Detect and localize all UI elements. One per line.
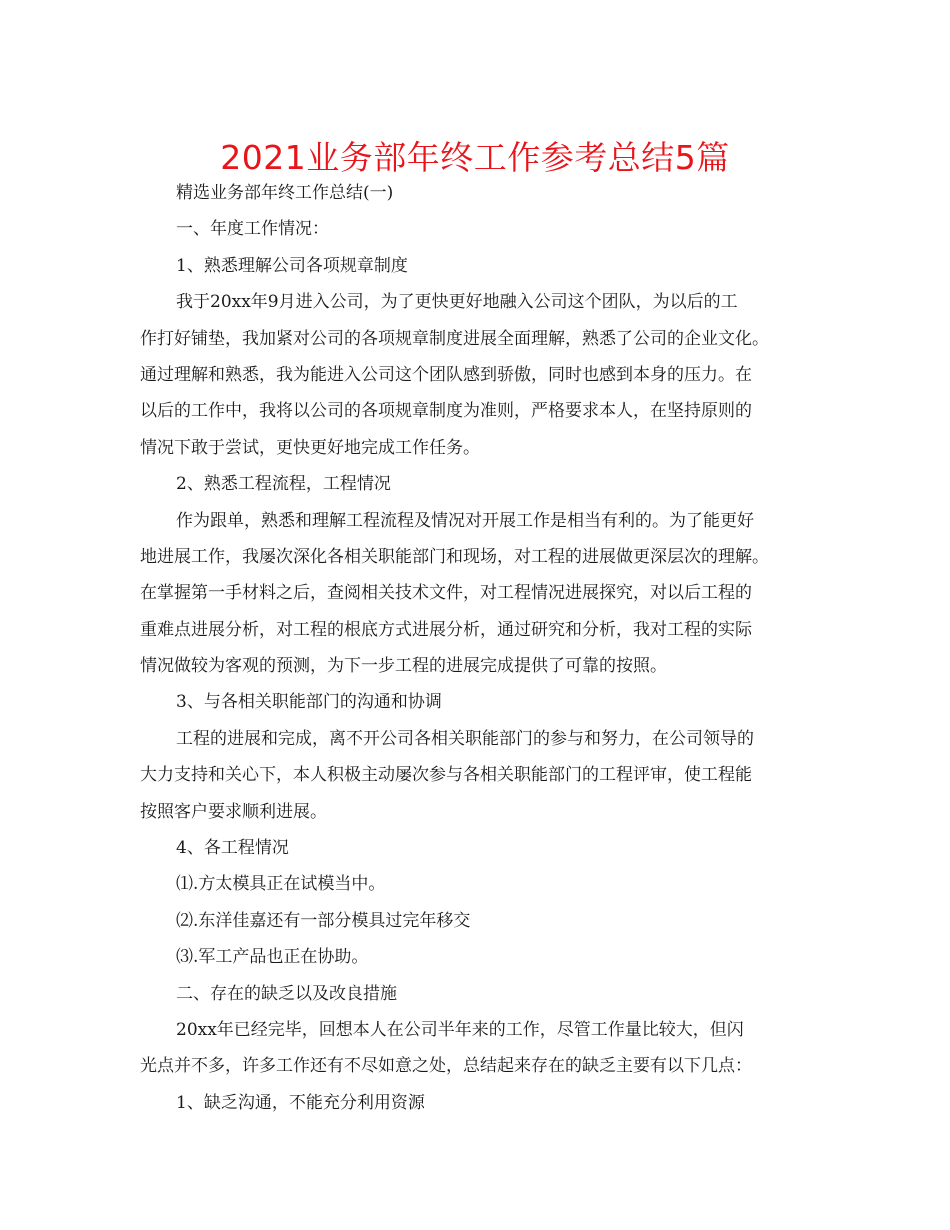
section-heading: 一、年度工作情况： <box>176 219 329 240</box>
section-heading: 二、存在的缺乏以及改良措施 <box>176 983 397 1004</box>
list-item: ⑴.方太模具正在试模当中。 <box>176 874 386 895</box>
paragraph-line: 通过理解和熟悉，我为能进入公司这个团队感到骄傲，同时也感到本身的压力。在 <box>140 364 752 385</box>
paragraph-line: 重难点进展分析，对工程的根底方式进展分析，通过研究和分析，我对工程的实际 <box>140 619 752 640</box>
document-body <box>140 175 812 1121</box>
subsection-heading: 3、与各相关职能部门的沟通和协调 <box>176 692 442 713</box>
list-item: ⑶.军工产品也正在协助。 <box>176 947 369 968</box>
paragraph-line: 作为跟单，熟悉和理解工程流程及情况对开展工作是相当有利的。为了能更好 <box>176 510 754 531</box>
paragraph-line: 大力支持和关心下，本人积极主动屡次参与各相关职能部门的工程评审，使工程能 <box>140 765 752 786</box>
subsection-heading: 1、缺乏沟通，不能充分利用资源 <box>176 1092 425 1113</box>
paragraph-line: 按照客户要求顺利进展。 <box>140 801 327 822</box>
section-heading: 精选业务部年终工作总结(一) <box>176 183 394 203</box>
paragraph-line: 情况做较为客观的预测，为下一步工程的进展完成提供了可靠的按照。 <box>140 656 667 677</box>
paragraph-line: 作打好铺垫，我加紧对公司的各项规章制度进展全面理解，熟悉了公司的企业文化。 <box>140 328 769 349</box>
subsection-heading: 1、熟悉理解公司各项规章制度 <box>176 255 408 276</box>
paragraph-line: 光点并不多，许多工作还有不尽如意之处，总结起来存在的缺乏主要有以下几点： <box>140 1056 752 1077</box>
subsection-heading: 4、各工程情况 <box>176 838 289 859</box>
paragraph-line: 以后的工作中，我将以公司的各项规章制度为准则，严格要求本人，在坚持原则的 <box>140 401 752 422</box>
subsection-heading: 2、熟悉工程流程，工程情况 <box>176 474 391 495</box>
document-title: 2021业务部年终工作参考总结5篇 <box>220 138 730 177</box>
paragraph-line: 我于20xx年9月进入公司，为了更快更好地融入公司这个团队，为以后的工 <box>176 292 738 313</box>
paragraph-line: 在掌握第一手材料之后，查阅相关技术文件，对工程情况进展探究，对以后工程的 <box>140 583 752 604</box>
paragraph-line: 工程的进展和完成，离不开公司各相关职能部门的参与和努力，在公司领导的 <box>176 728 754 749</box>
list-item: ⑵.东洋佳嘉还有一部分模具过完年移交 <box>176 910 471 931</box>
paragraph-line: 20xx年已经完毕，回想本人在公司半年来的工作，尽管工作量比较大，但闪 <box>176 1019 744 1040</box>
paragraph-line: 地进展工作，我屡次深化各相关职能部门和现场，对工程的进展做更深层次的理解。 <box>140 546 769 567</box>
paragraph-line: 情况下敢于尝试，更快更好地完成工作任务。 <box>140 437 480 458</box>
